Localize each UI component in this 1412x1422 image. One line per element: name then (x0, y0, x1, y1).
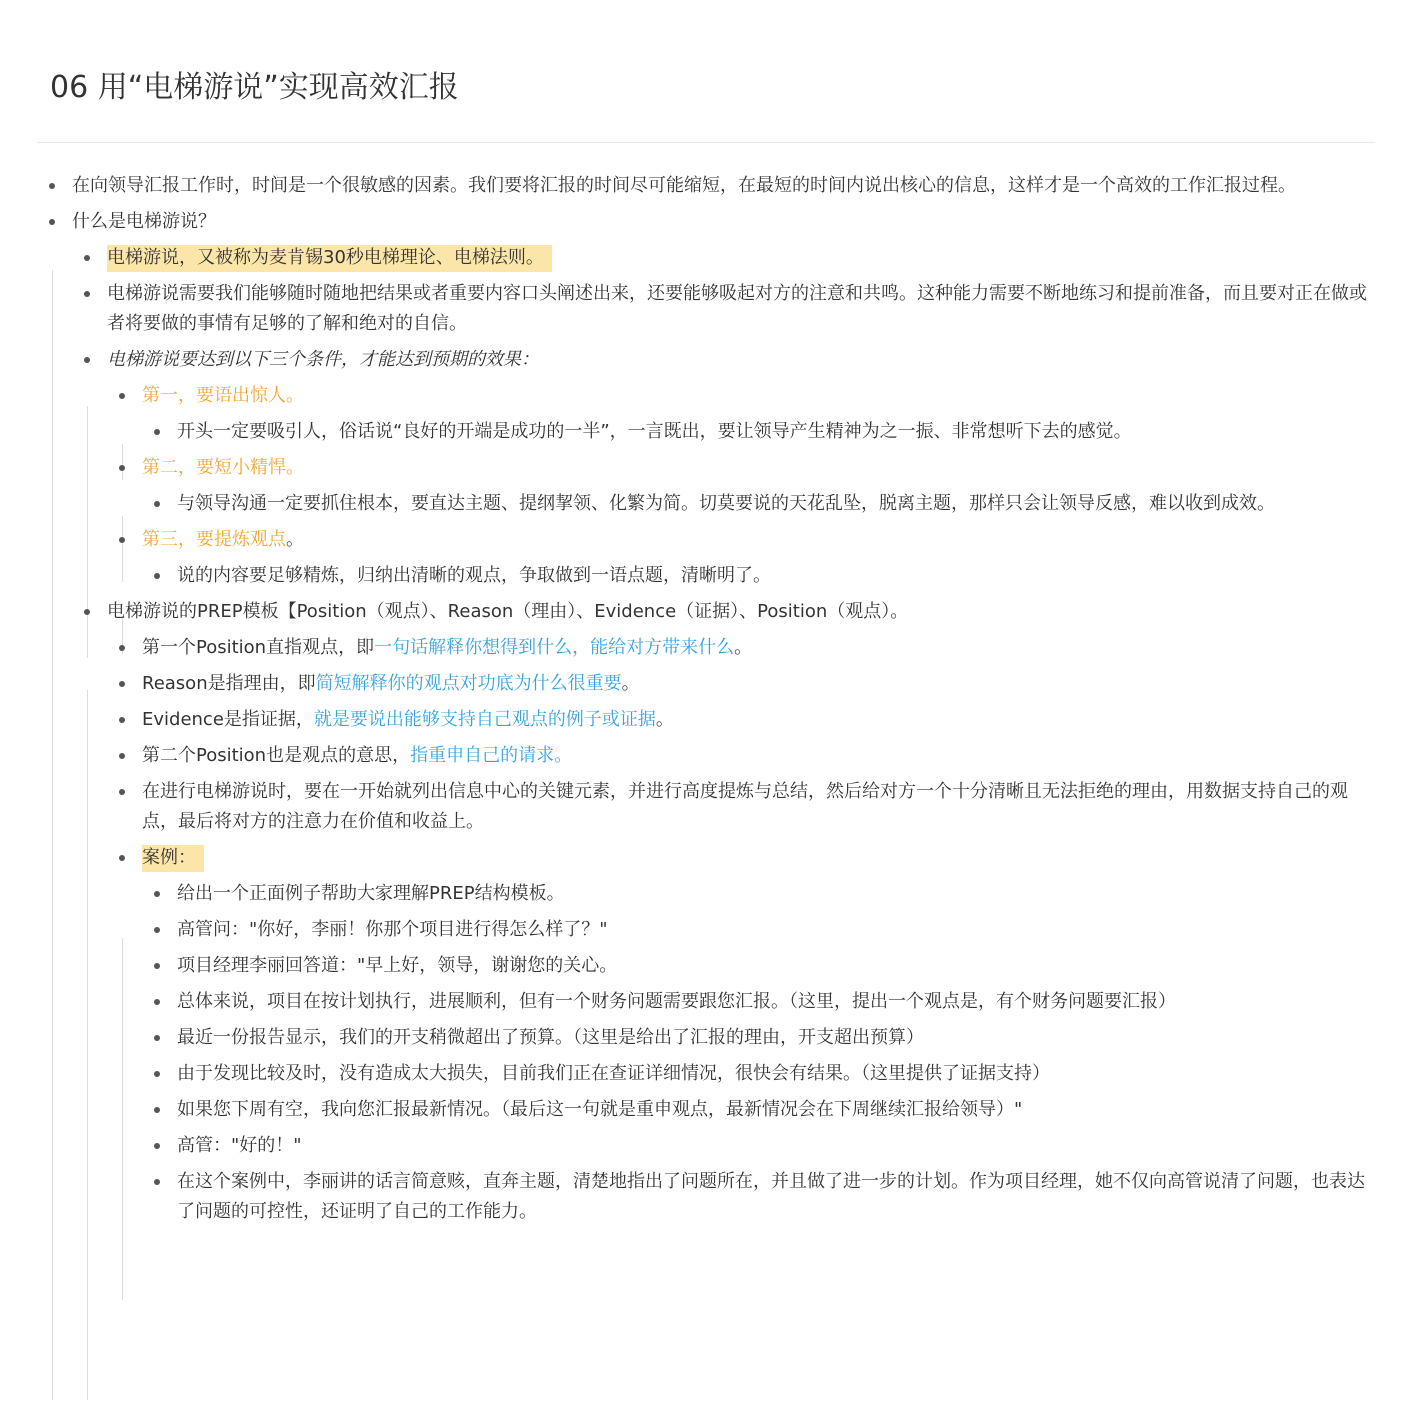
bullet-icon (84, 291, 90, 297)
list-item-text: 什么是电梯游说？ (72, 211, 216, 232)
bullet-icon (154, 891, 160, 897)
case-item (0, 948, 1412, 984)
bullet-icon (154, 1143, 160, 1149)
bullet-icon (119, 681, 125, 687)
list-item-evidence (0, 702, 1412, 738)
list-item-text: Evidence是指证据， (142, 709, 314, 730)
case-item (0, 1020, 1412, 1056)
blue-emphasis: 指重申自己的请求。 (410, 745, 573, 766)
case-item (0, 1128, 1412, 1164)
case-item (0, 1056, 1412, 1092)
list-item-text: Reason是指理由，即 (142, 673, 316, 694)
bullet-icon (84, 357, 90, 363)
list-item-text: 在进行电梯游说时，要在一开始就列出信息中心的关键元素，并进行高度提炼与总结，然后给对方一个十分清晰且无法拒绝的理由，用数据支持自己的观点，最后将对方的注意力在价值和收益上。 (142, 781, 1348, 832)
bullet-icon (119, 537, 125, 543)
list-item-text: 高管问："你好，李丽！你那个项目进行得怎么样了？" (177, 919, 608, 940)
bullet-icon (154, 999, 160, 1005)
list-item-condition-3-detail (0, 558, 1412, 594)
list-item-condition-2 (0, 450, 1412, 522)
list-item-text: 说的内容要足够精炼，归纳出清晰的观点，争取做到一语点题，清晰明了。 (177, 565, 771, 586)
punctuation: 。 (655, 709, 674, 730)
list-item-position-1 (0, 630, 1412, 666)
list-item-text: 在这个案例中，李丽讲的话言简意赅，直奔主题，清楚地指出了问题所在，并且做了进一步的计划。作为项目经理，她不仅向高管说清了问题，也表达了问题的可控性，还证明了自己的工作能力。 (177, 1171, 1365, 1222)
list-item-text: 如果您下周有空，我向您汇报最新情况。（最后这一句就是重申观点，最新情况会在下周继续汇报给领导）" (177, 1099, 1023, 1120)
case-item (0, 1164, 1412, 1230)
bullet-icon (119, 645, 125, 651)
bullet-icon (154, 1179, 160, 1185)
bullet-icon (154, 1071, 160, 1077)
list-item-conditions (0, 342, 1412, 594)
case-item (0, 984, 1412, 1020)
list-item-text: 由于发现比较及时，没有造成太大损失，目前我们正在查证详细情况，很快会有结果。（这里提供了证据支持） (177, 1063, 1050, 1084)
highlighted-text: 电梯游说，又被称为麦肯锡30秒电梯理论、电梯法则。 (107, 245, 552, 272)
condition-heading: 第一，要语出惊人。 (142, 385, 304, 406)
bullet-icon (119, 855, 125, 861)
bullet-icon (154, 429, 160, 435)
list-item-text: 第一个Position直指观点，即 (142, 637, 375, 658)
list-item-text: 总体来说，项目在按计划执行，进展顺利，但有一个财务问题需要跟您汇报。（这里，提出一个观点是，有个财务问题要汇报） (177, 991, 1176, 1012)
list-item-text: 电梯游说要达到以下三个条件，才能达到预期的效果： (107, 349, 539, 370)
outline-list (0, 168, 1412, 1230)
list-item-condition-2-detail (0, 486, 1412, 522)
case-item (0, 876, 1412, 912)
punctuation: 。 (734, 637, 753, 658)
punctuation: 。 (286, 529, 304, 550)
list-item-text: 第二个Position也是观点的意思， (142, 745, 411, 766)
bullet-icon (154, 963, 160, 969)
content (0, 168, 1412, 1230)
condition-heading: 第二，要短小精悍。 (142, 457, 304, 478)
list-item-summary (0, 774, 1412, 840)
list-item-text: 与领导沟通一定要抓住根本，要直达主题、提纲挈领、化繁为简。切莫要说的天花乱坠，脱离主题，那样只会让领导反感，难以收到成效。 (177, 493, 1275, 514)
blue-emphasis: 简短解释你的观点对功底为什么很重要 (315, 673, 622, 694)
blue-emphasis: 就是要说出能够支持自己观点的例子或证据 (313, 709, 656, 730)
blue-emphasis: 一句话解释你想得到什么，能给对方带来什么 (374, 637, 735, 658)
bullet-icon (154, 573, 160, 579)
list-item-prep (0, 594, 1412, 1230)
condition-heading: 第三，要提炼观点 (142, 529, 286, 550)
bullet-icon (49, 219, 55, 225)
page-title: 06 用“电梯游说”实现高效汇报 (50, 70, 459, 105)
punctuation: 。 (621, 673, 640, 694)
bullet-icon (154, 501, 160, 507)
case-item (0, 1092, 1412, 1128)
list-item-position-2 (0, 738, 1412, 774)
bullet-icon (119, 393, 125, 399)
list-item-text: 项目经理李丽回答道："早上好，领导，谢谢您的关心。 (177, 955, 618, 976)
bullet-icon (119, 789, 125, 795)
list-item-reason (0, 666, 1412, 702)
list-item-definition (0, 240, 1412, 276)
bullet-icon (154, 927, 160, 933)
bullet-icon (154, 1035, 160, 1041)
list-item-intro (0, 168, 1412, 204)
bullet-icon (119, 753, 125, 759)
list-item-text: 电梯游说的PREP模板【Position（观点）、Reason（理由）、Evidence（证据）、Position（观点）。 (107, 601, 909, 622)
list-item-condition-1-detail (0, 414, 1412, 450)
list-item-condition-3 (0, 522, 1412, 594)
case-label: 案例： (142, 845, 204, 872)
list-item-what-is (0, 204, 1412, 1230)
bullet-icon (84, 609, 90, 615)
bullet-icon (49, 183, 55, 189)
title-divider (37, 142, 1375, 143)
list-item-text: 开头一定要吸引人，俗话说“良好的开端是成功的一半”，一言既出，要让领导产生精神为之一振、非常想听下去的感觉。 (177, 421, 1132, 442)
bullet-icon (84, 255, 90, 261)
list-item-ability (0, 276, 1412, 342)
list-item-text: 在向领导汇报工作时，时间是一个很敏感的因素。我们要将汇报的时间尽可能缩短，在最短的时间内说出核心的信息，这样才是一个高效的工作汇报过程。 (72, 175, 1296, 196)
list-item-text: 高管："好的！" (177, 1135, 302, 1156)
list-item-text: 电梯游说需要我们能够随时随地把结果或者重要内容口头阐述出来，还要能够吸起对方的注意和共鸣。这种能力需要不断地练习和提前准备，而且要对正在做或者将要做的事情有足够的了解和绝对的自信。 (107, 283, 1367, 334)
case-item (0, 912, 1412, 948)
bullet-icon (154, 1107, 160, 1113)
list-item-case (0, 840, 1412, 1230)
list-item-condition-1 (0, 378, 1412, 450)
list-item-text: 最近一份报告显示，我们的开支稍微超出了预算。（这里是给出了汇报的理由，开支超出预算） (177, 1027, 924, 1048)
bullet-icon (119, 717, 125, 723)
bullet-icon (119, 465, 125, 471)
list-item-text: 给出一个正面例子帮助大家理解PREP结构模板。 (177, 883, 565, 904)
